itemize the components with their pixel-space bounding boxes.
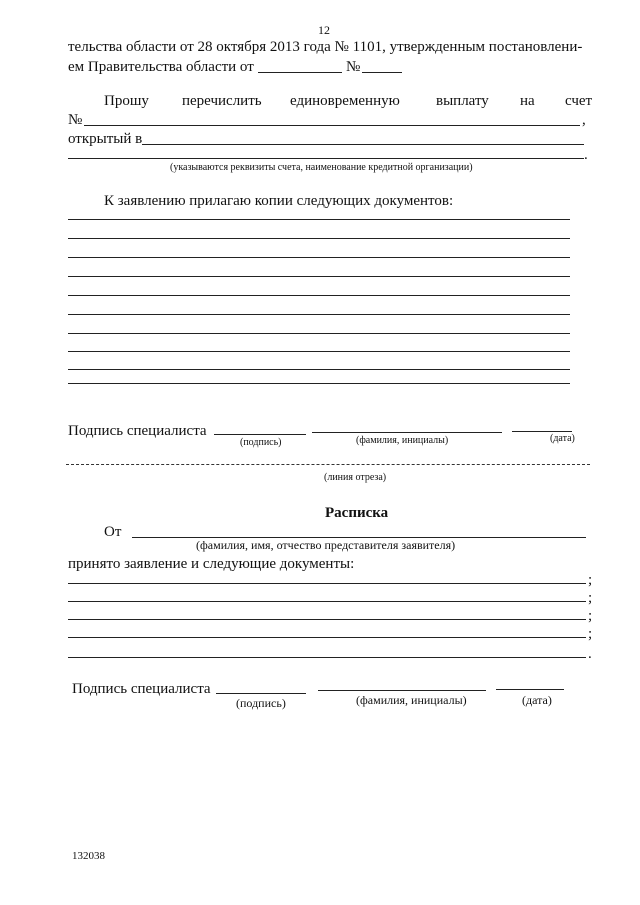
signature-1-date-field[interactable] (512, 431, 572, 432)
signature-2-sign-hint: (подпись) (236, 696, 286, 710)
attachment-line[interactable] (68, 383, 570, 384)
receipt-document-line[interactable] (68, 619, 586, 620)
attachment-line[interactable] (68, 276, 570, 277)
decree-number-sign: № (346, 59, 361, 75)
signature-2-date-field[interactable] (496, 689, 564, 690)
receipt-title: Расписка (325, 505, 389, 521)
signature-2-name-field[interactable] (318, 690, 486, 691)
signature-2-label: Подпись специалиста (72, 681, 211, 697)
attachment-line[interactable] (68, 314, 570, 315)
receipt-line-punctuation: . (588, 646, 592, 662)
signature-1-name-hint: (фамилия, инициалы) (356, 435, 449, 446)
signature-1-sign-field[interactable] (214, 434, 306, 435)
account-number-field[interactable] (84, 125, 580, 126)
decree-number-field[interactable] (362, 72, 402, 73)
signature-1-label: Подпись специалиста (68, 423, 207, 439)
receipt-document-line[interactable] (68, 601, 586, 602)
request-word-1: Прошу (104, 93, 149, 109)
attachment-line[interactable] (68, 333, 570, 334)
attachment-line[interactable] (68, 238, 570, 239)
attachment-line[interactable] (68, 219, 570, 220)
receipt-line-punctuation: ; (588, 626, 593, 642)
request-word-2: перечислить (182, 93, 262, 109)
receipt-from-hint: (фамилия, имя, отчество представителя заявителя) (196, 538, 456, 552)
request-word-3: единовременную (290, 93, 400, 109)
request-word-6: счет (565, 93, 593, 109)
attachment-line[interactable] (68, 351, 570, 352)
receipt-line-punctuation: ; (588, 590, 593, 606)
cut-line-hint: (линия отреза) (324, 472, 387, 483)
bank-details-field[interactable] (68, 158, 584, 159)
signature-1-sign-hint: (подпись) (240, 437, 282, 448)
receipt-document-line[interactable] (68, 637, 586, 638)
request-word-5: на (520, 93, 535, 109)
receipt-accepted-text: принято заявление и следующие документы: (68, 556, 355, 572)
bank-details-hint: (указываются реквизиты счета, наименование кредитной организации) (170, 162, 473, 173)
receipt-document-line[interactable] (68, 657, 586, 658)
bank-details-period: . (584, 147, 588, 163)
request-word-4: выплату (436, 93, 489, 109)
attachments-heading: К заявлению прилагаю копии следующих документов: (104, 193, 454, 209)
intro-line-1: тельства области от 28 октября 2013 года № 1101, утвержденным постановлени- (68, 39, 583, 55)
footer-code: 132038 (72, 850, 105, 862)
decree-date-field[interactable] (258, 72, 342, 73)
receipt-document-line[interactable] (68, 583, 586, 584)
attachment-line[interactable] (68, 257, 570, 258)
receipt-line-punctuation: ; (588, 572, 593, 588)
signature-1-name-field[interactable] (312, 432, 502, 433)
receipt-from-label: От (104, 524, 122, 540)
bank-name-field[interactable] (142, 144, 584, 145)
cut-line (66, 464, 590, 465)
attachment-line[interactable] (68, 369, 570, 370)
attachment-line[interactable] (68, 295, 570, 296)
signature-2-date-hint: (дата) (522, 693, 552, 707)
opened-in-label: открытый в (68, 131, 143, 147)
signature-2-name-hint: (фамилия, инициалы) (356, 693, 467, 707)
account-number-sign: № (68, 112, 83, 128)
receipt-line-punctuation: ; (588, 608, 593, 624)
signature-2-sign-field[interactable] (216, 693, 306, 694)
intro-line-2: ем Правительства области от (68, 59, 254, 75)
account-comma: , (582, 112, 586, 128)
page-number: 12 (318, 23, 330, 37)
signature-1-date-hint: (дата) (550, 433, 575, 444)
